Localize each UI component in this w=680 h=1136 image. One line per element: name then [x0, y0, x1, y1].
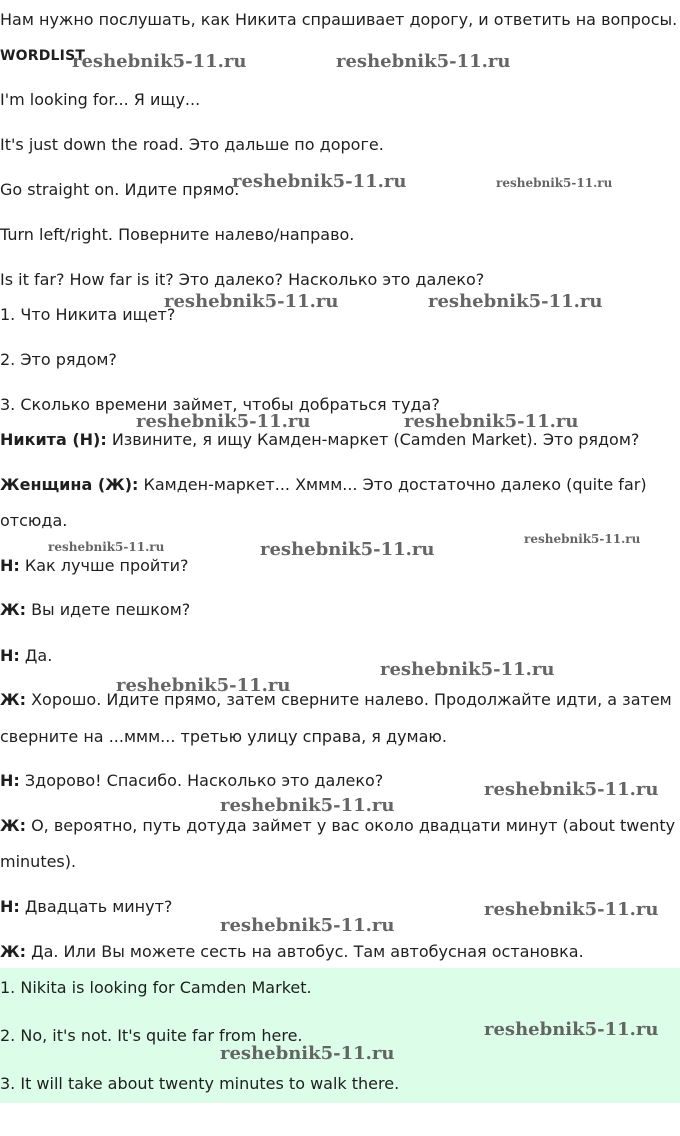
speaker-label: Н:	[0, 556, 20, 575]
speaker-label: Ж:	[0, 690, 26, 709]
dialogue-line	[0, 556, 189, 576]
watermark: reshebnik5-11.ru	[380, 659, 555, 680]
dialogue-text: Камден-маркет... Хммм... Это достаточно далеко (quite far)	[138, 475, 647, 494]
watermark: reshebnik5-11.ru	[336, 51, 511, 72]
dialogue-text: Да. Или Вы можете сесть на автобус. Там автобусная остановка.	[25, 942, 584, 961]
dialogue-text: Вы идете пешком?	[25, 600, 191, 619]
dialogue-line	[0, 771, 383, 791]
watermark: reshebnik5-11.ru	[220, 1043, 395, 1064]
speaker-label: Никита (Н):	[0, 430, 107, 449]
watermark: reshebnik5-11.ru	[136, 411, 311, 432]
speaker-label: Ж:	[0, 942, 26, 961]
dialogue-line	[0, 646, 52, 666]
wordlist-item: I'm looking for... Я ищу...	[0, 90, 201, 109]
watermark: reshebnik5-11.ru	[260, 539, 435, 560]
watermark: reshebnik5-11.ru	[524, 532, 641, 546]
wordlist-item: Go straight on. Идите прямо.	[0, 180, 240, 199]
watermark: reshebnik5-11.ru	[72, 51, 247, 72]
watermark: reshebnik5-11.ru	[484, 1019, 659, 1040]
speaker-label: Женщина (Ж):	[0, 475, 139, 494]
answer: 2. No, it's not. It's quite far from here.	[0, 1026, 303, 1045]
speaker-label: Н:	[0, 646, 20, 665]
dialogue-continuation: отсюда.	[0, 511, 68, 530]
dialogue-continuation: minutes).	[0, 852, 77, 871]
dialogue-line	[0, 942, 584, 962]
watermark: reshebnik5-11.ru	[220, 915, 395, 936]
answer: 3. It will take about twenty minutes to walk there.	[0, 1074, 400, 1093]
watermark: reshebnik5-11.ru	[116, 675, 291, 696]
dialogue-line	[0, 897, 172, 917]
watermark: reshebnik5-11.ru	[404, 411, 579, 432]
watermark: reshebnik5-11.ru	[232, 171, 407, 192]
dialogue-line	[0, 690, 672, 710]
watermark: reshebnik5-11.ru	[496, 176, 613, 190]
dialogue-text: Да.	[19, 646, 53, 665]
question: 3. Сколько времени займет, чтобы добраться туда?	[0, 395, 440, 414]
dialogue-text: О, вероятно, путь дотуда займет у вас около двадцати минут (about twenty	[25, 816, 676, 835]
watermark: reshebnik5-11.ru	[220, 795, 395, 816]
dialogue-text: Двадцать минут?	[19, 897, 173, 916]
speaker-label: Ж:	[0, 600, 26, 619]
dialogue-continuation: сверните на ...ммм... третью улицу справа, я думаю.	[0, 727, 447, 746]
watermark: reshebnik5-11.ru	[484, 899, 659, 920]
dialogue-text: Извините, я ищу Камден-маркет (Camden Market). Это рядом?	[106, 430, 640, 449]
dialogue-line	[0, 816, 675, 836]
watermark: reshebnik5-11.ru	[484, 779, 659, 800]
speaker-label: Ж:	[0, 816, 26, 835]
dialogue-line	[0, 430, 639, 450]
answer: 1. Nikita is looking for Camden Market.	[0, 978, 312, 997]
wordlist-item: Turn left/right. Поверните налево/направо.	[0, 225, 355, 244]
dialogue-text: Как лучше пройти?	[19, 556, 189, 575]
dialogue-line	[0, 600, 190, 620]
dialogue-line	[0, 475, 647, 495]
wordlist-heading: WORDLIST	[0, 48, 86, 64]
dialogue-text: Здорово! Спасибо. Насколько это далеко?	[19, 771, 384, 790]
dialogue-text: Хорошо. Идите прямо, затем сверните налево. Продолжайте идти, а затем	[25, 690, 672, 709]
intro-text: Нам нужно послушать, как Никита спрашивает дорогу, и ответить на вопросы.	[0, 10, 678, 29]
question: 1. Что Никита ищет?	[0, 305, 176, 324]
watermark: reshebnik5-11.ru	[48, 540, 165, 554]
watermark: reshebnik5-11.ru	[428, 291, 603, 312]
wordlist-item: Is it far? How far is it? Это далеко? Насколько это далеко?	[0, 270, 485, 289]
speaker-label: Н:	[0, 897, 20, 916]
wordlist-item: It's just down the road. Это дальше по дороге.	[0, 135, 384, 154]
speaker-label: Н:	[0, 771, 20, 790]
watermark: reshebnik5-11.ru	[164, 291, 339, 312]
question: 2. Это рядом?	[0, 350, 117, 369]
